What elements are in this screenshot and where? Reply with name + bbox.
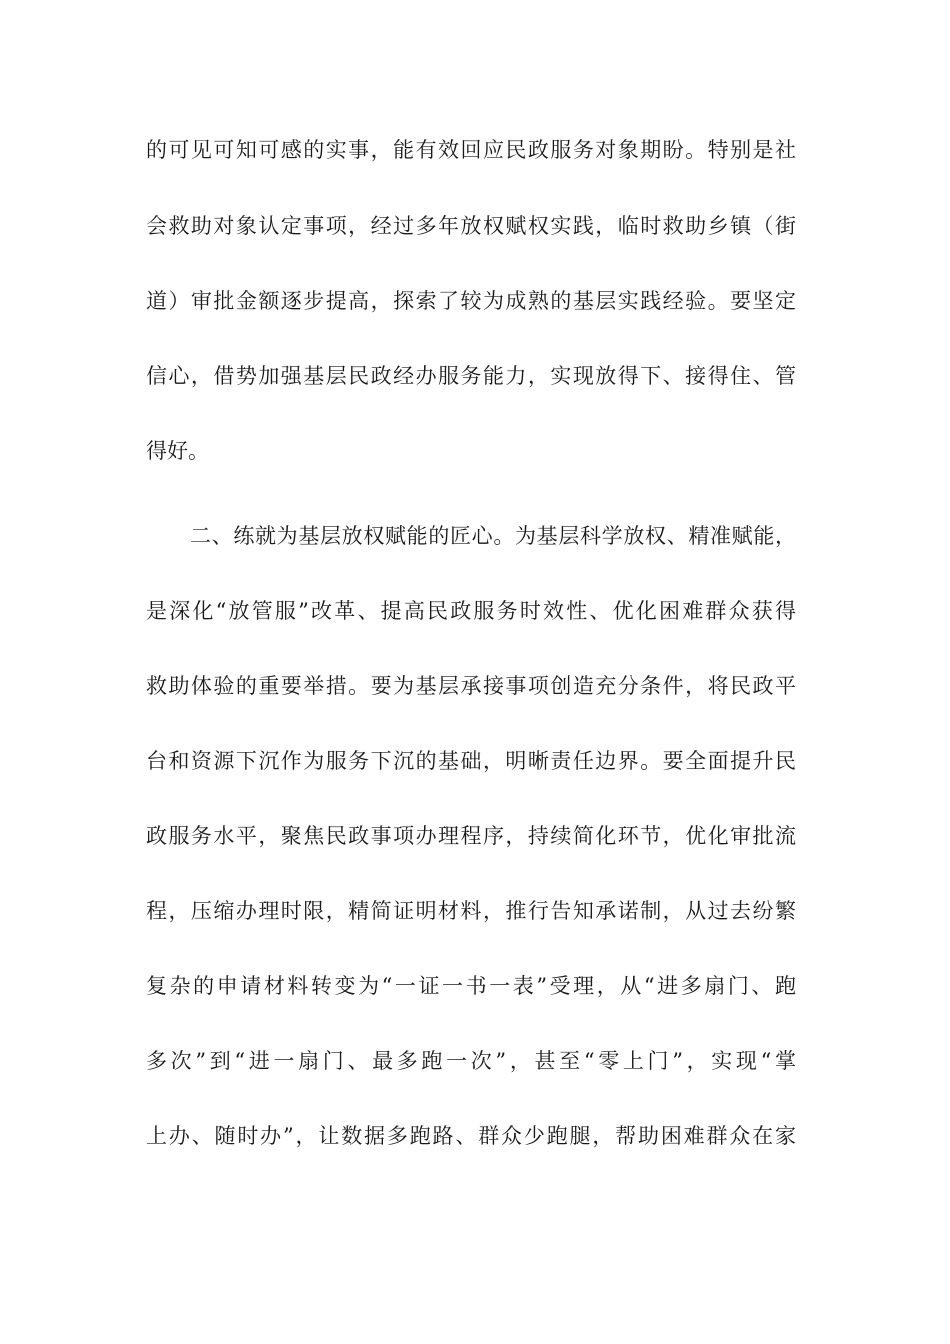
text-line: 信心，借势加强基层民政经办服务能力，实现放得下、接得住、管	[146, 364, 796, 388]
text-line: 台和资源下沉作为服务下沉的基础，明晰责任边界。要全面提升民	[146, 749, 796, 773]
text-line: 道）审批金额逐步提高，探索了较为成熟的基层实践经验。要坚定	[146, 289, 796, 313]
text-line: 救助体验的重要举措。要为基层承接事项创造充分条件，将民政平	[146, 674, 796, 698]
text-line: 的可见可知可感的实事，能有效回应民政服务对象期盼。特别是社	[146, 138, 796, 162]
text-line: 程，压缩办理时限，精简证明材料，推行告知承诺制，从过去纷繁	[146, 899, 796, 923]
text-line: 上办、随时办”，让数据多跑路、群众少跑腿，帮助困难群众在家	[146, 1124, 796, 1148]
text-line: 政服务水平，聚焦民政事项办理程序，持续简化环节，优化审批流	[146, 824, 796, 848]
text-line: 会救助对象认定事项，经过多年放权赋权实践，临时救助乡镇（街	[146, 214, 796, 238]
text-line: 是深化“放管服”改革、提高民政服务时效性、优化困难群众获得	[146, 599, 796, 623]
section-heading-line: 二、练就为基层放权赋能的匠心。为基层科学放权、精准赋能，	[190, 524, 796, 548]
text-line: 多次”到“进一扇门、最多跑一次”，甚至“零上门”，实现“掌	[146, 1049, 796, 1073]
text-line: 得好。	[146, 439, 209, 463]
text-line: 复杂的申请材料转变为“一证一书一表”受理，从“进多扇门、跑	[146, 974, 796, 998]
